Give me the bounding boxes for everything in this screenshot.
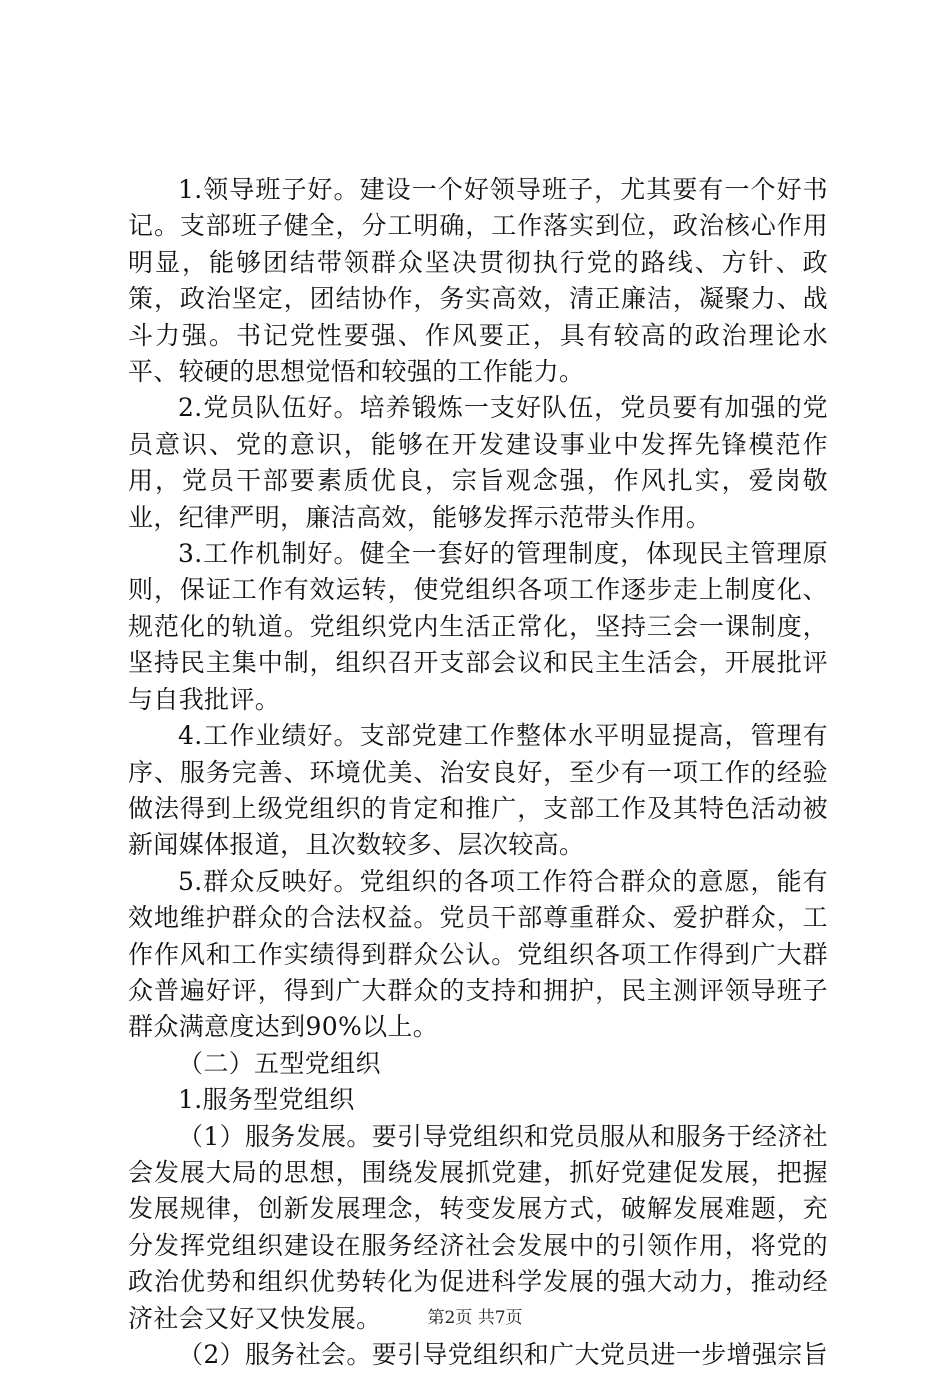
section-heading-five-types: （二）五型党组织 [178,1048,381,1078]
paragraph-leadership: 1.领导班子好。建设一个好领导班子，尤其要有一个好书记。支部班子健全，分工明确，工作落实到位，政治核心作用明显，能够团结带领群众坚决贯彻执行党的路线、方针、政策，政治坚定，团结协作，务实高效，清正廉洁，凝聚力、战斗力强。书记党性要强、作风要正，具有较高的政治理论水平、较硬的思想觉悟和较强的工作能力。 [128,175,828,387]
paragraph-party-members: 2.党员队伍好。培养锻炼一支好队伍，党员要有加强的党员意识、党的意识，能够在开发建设事业中发挥先锋模范作用，党员干部要素质优良，宗旨观念强，作风扎实，爱岗敬业，纪律严明，廉洁高效，能够发挥示范带头作用。 [128,393,828,532]
paragraph-public-feedback: 5.群众反映好。党组织的各项工作符合群众的意愿，能有效地维护群众的合法权益。党员干部尊重群众、爱护群众，工作作风和工作实绩得到群众公认。党组织各项工作得到广大群众普遍好评，得到广大群众的支持和拥护，民主测评领导班子群众满意度达到90%以上。 [128,866,828,1042]
page-number-footer: 第2页 共7页 [427,1308,523,1328]
document-body [128,172,828,1373]
paragraph-serve-development: （1）服务发展。要引导党组织和党员服从和服务于经济社会发展大局的思想，围绕发展抓党建，抓好党建促发展，把握发展规律，创新发展理念，转变发展方式，破解发展难题，充分发挥党组织建设在服务经济社会发展中的引领作用，将党的政治优势和组织优势转化为促进科学发展的强大动力，推动经济社会又好又快发展。 [128,1121,829,1333]
paragraph-serve-society: （2）服务社会。要引导党组织和广大党员进一步增强宗旨 [178,1340,829,1369]
paragraph-work-mechanism: 3.工作机制好。健全一套好的管理制度，体现民主管理原则，保证工作有效运转，使党组织各项工作逐步走上制度化、规范化的轨道。党组织党内生活正常化，坚持三会一课制度，坚持民主集中制，组织召开支部会议和民主生活会，开展批评与自我批评。 [128,539,828,714]
subsection-heading-service-type: 1.服务型党组织 [178,1085,355,1115]
paragraph-work-performance: 4.工作业绩好。支部党建工作整体水平明显提高，管理有序、服务完善、环境优美、治安良好，至少有一项工作的经验做法得到上级党组织的肯定和推广，支部工作及其特色活动被新闻媒体报道，且次数较多、层次较高。 [128,721,828,860]
